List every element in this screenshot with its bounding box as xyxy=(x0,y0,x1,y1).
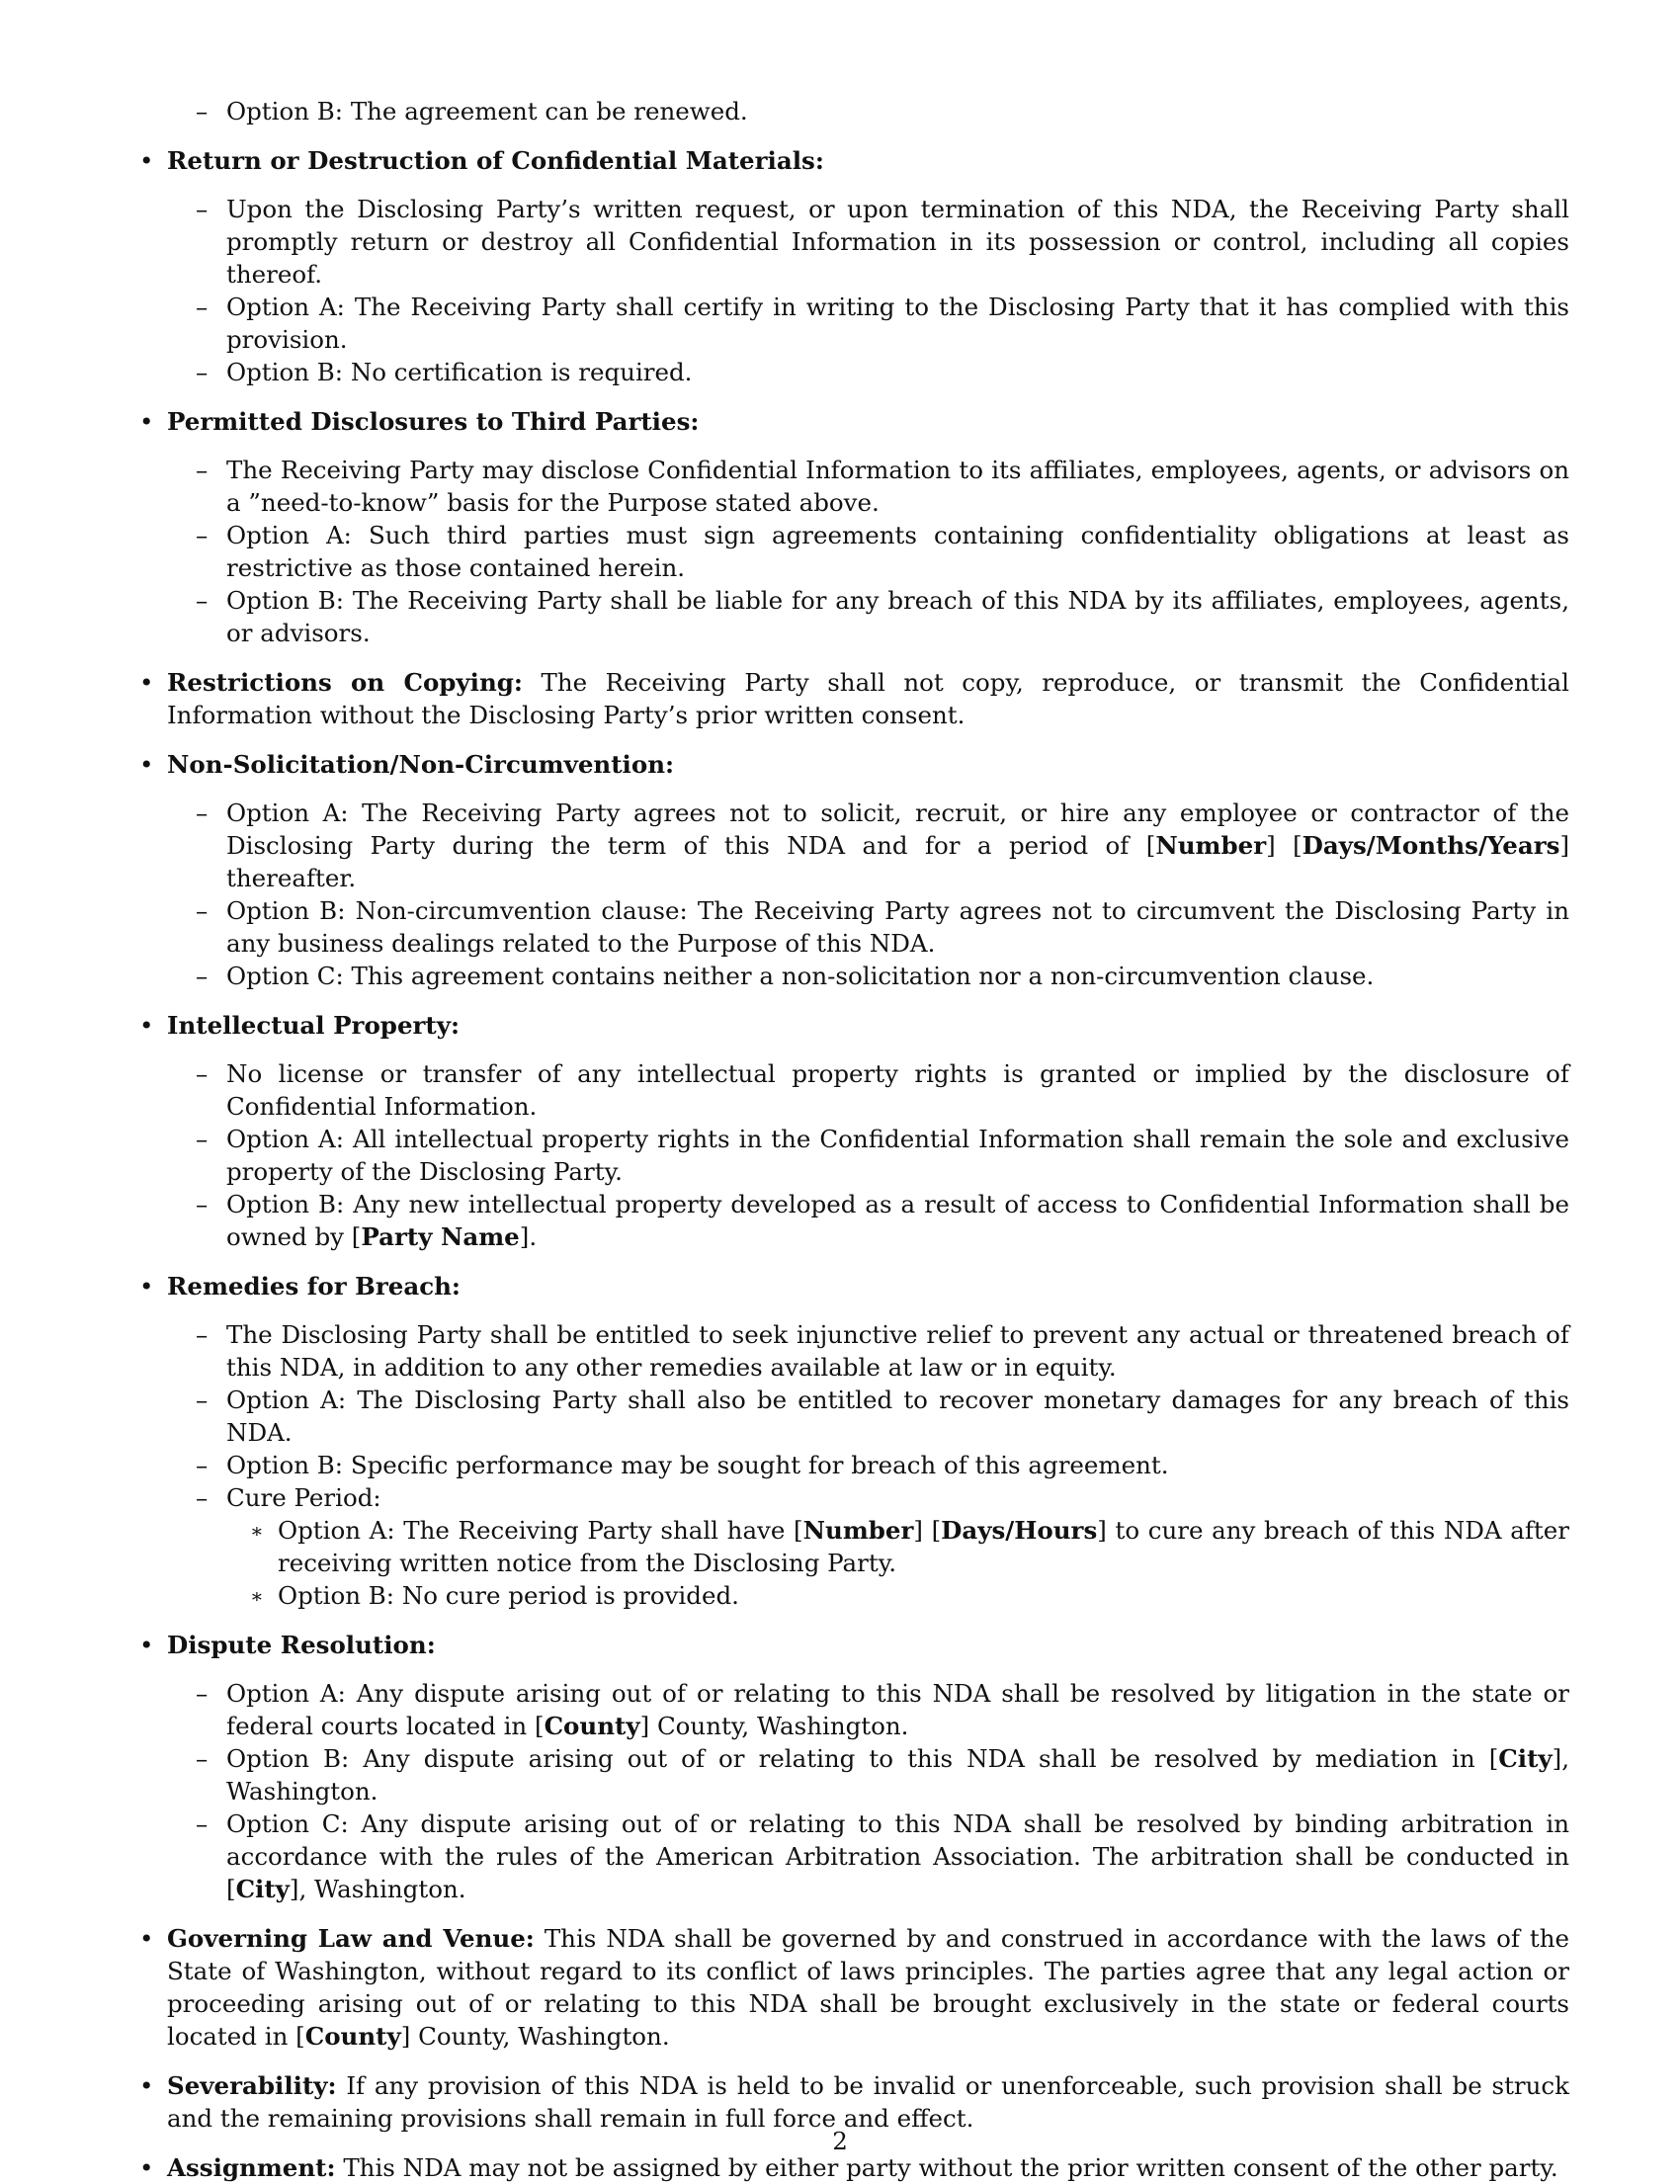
dash-marker: – xyxy=(196,1320,209,1349)
sub-list xyxy=(167,1677,1569,1905)
star-marker: ∗ xyxy=(250,1519,264,1543)
dash-marker: – xyxy=(196,293,209,321)
bullet-marker: • xyxy=(139,146,154,175)
list-item: – Upon the Disclosing Party’s written request, or upon termination of this NDA, the Receiving Party shall promptly return or destroy all Confidential Information in its possession or control, including all copies thereof. xyxy=(196,195,1569,289)
section-text: If any provision of this NDA is held to be invalid or unenforceable, such provision shall be struck and the remaining provisions shall remain in full force and effect. xyxy=(167,2071,1569,2133)
list-item: – Option A: Such third parties must sign agreements containing confidentiality obligations at least as restrictive as those contained herein. xyxy=(196,521,1569,582)
dash-marker: – xyxy=(196,962,209,990)
section-severability xyxy=(139,2069,1569,2135)
dash-marker: – xyxy=(196,1679,209,1708)
section-title: Permitted Disclosures to Third Parties: xyxy=(167,407,700,436)
dash-marker: – xyxy=(196,1125,209,1153)
bullet-marker: • xyxy=(139,2153,154,2182)
bullet-marker: • xyxy=(139,1011,154,1040)
dash-marker: – xyxy=(196,1190,209,1218)
bullet-marker: • xyxy=(139,1924,154,1953)
placeholder-county: County xyxy=(304,2022,401,2051)
placeholder-number: Number xyxy=(802,1516,914,1545)
list-item: – Option B: Specific performance may be sought for breach of this agreement. xyxy=(196,1451,1169,1479)
placeholder-party-name: Party Name xyxy=(361,1222,520,1251)
list-item: – No license or transfer of any intellectual property rights is granted or implied by the disclosure of Confidential Information. xyxy=(196,1059,1569,1121)
placeholder-period: Days/Months/Years xyxy=(1302,831,1560,860)
section-remedies xyxy=(139,1270,1569,1612)
section-non-solicitation xyxy=(139,748,1569,992)
list-item: – Option C: Any dispute arising out of or relating to this NDA shall be resolved by binding arbitration in accordance with the rules of the American Arbitration Association. The arbitration shall be conducted in [City], Washington. xyxy=(196,1809,1569,1903)
bullet-marker: • xyxy=(139,750,154,779)
section-title: Return or Destruction of Confidential Materials: xyxy=(167,146,824,175)
dash-marker: – xyxy=(196,798,209,827)
list-item: – Option A: The Receiving Party agrees not to solicit, recruit, or hire any employee or contractor of the Disclosing Party during the term of this NDA and for a period of [Number] [Days/Months/Years] thereafter. xyxy=(196,798,1569,892)
list-item: – Option C: This agreement contains neither a non-solicitation nor a non-circumvention clause. xyxy=(196,962,1375,990)
nested-list xyxy=(226,1514,1569,1612)
dash-marker: – xyxy=(196,1451,209,1479)
dash-marker: – xyxy=(196,521,209,549)
bullet-marker: • xyxy=(139,1631,154,1659)
dash-marker: – xyxy=(196,586,209,615)
section-text: The Receiving Party shall not copy, reproduce, or transmit the Confidential Information without the Disclosing Party’s prior written consent. xyxy=(167,668,1569,729)
sub-list xyxy=(167,454,1569,649)
list-item: – Option B: Any new intellectual property developed as a result of access to Confidential Information shall be owned by [Party Name]. xyxy=(196,1190,1569,1251)
page-number: 2 xyxy=(832,2127,848,2155)
dash-marker: – xyxy=(196,1059,209,1088)
document-page xyxy=(139,95,1569,2184)
sub-list xyxy=(167,797,1569,992)
list-item: – The Receiving Party may disclose Confidential Information to its affiliates, employees, agents, or advisors on a ”need-to-know” basis for the Purpose stated above. xyxy=(196,456,1569,517)
bullet-marker: • xyxy=(139,668,154,697)
nested-list-item: ∗ Option A: The Receiving Party shall have [Number] [Days/Hours] to cure any breach of this NDA after receiving written notice from the Disclosing Party. xyxy=(250,1516,1569,1577)
sub-list xyxy=(167,193,1569,388)
list-item: – Option B: No certification is required. xyxy=(196,358,693,386)
placeholder-city: City xyxy=(1498,1744,1553,1773)
sub-list xyxy=(167,95,1569,127)
section-title: Restrictions on Copying: xyxy=(167,668,523,697)
section-governing-law: • Governing Law and Venue: This NDA shall be governed by and construed in accordance with the laws of the State of Washington, without regard to its conflict of laws principles. The parties agree that any legal action or proceeding arising out of or relating to this NDA shall be brought exclusively in the state or federal courts located in [County] County, Washington. xyxy=(139,1924,1569,2051)
section-text: This NDA may not be assigned by either party without the prior written consent of the other party. xyxy=(343,2153,1558,2182)
list-item: – Option A: The Disclosing Party shall also be entitled to recover monetary damages for any breach of this NDA. xyxy=(196,1386,1569,1447)
list-item: – Cure Period: ∗ Option A: The Receiving Party shall have [Number] [Days/Hours] to cure any breach of this NDA after receiving written notice from the Disclosing Party. ∗ Option B: No cure period is provided. xyxy=(226,1481,1569,1612)
dash-marker: – xyxy=(196,456,209,484)
nested-list-item: ∗ Option B: No cure period is provided. xyxy=(278,1579,1569,1612)
list-item: – Option A: The Receiving Party shall certify in writing to the Disclosing Party that it has complied with this provision. xyxy=(196,293,1569,354)
section-title: Governing Law and Venue: xyxy=(167,1924,535,1953)
section-assignment xyxy=(139,2151,1569,2184)
section-permitted-disclosures xyxy=(139,405,1569,649)
section-title: Severability: xyxy=(167,2071,337,2100)
dash-marker: – xyxy=(196,97,209,126)
section-title: Non-Solicitation/Non-Circumvention: xyxy=(167,750,675,779)
list-item: – The Disclosing Party shall be entitled to seek injunctive relief to prevent any actual or threatened breach of this NDA, in addition to any other remedies available at law or in equity. xyxy=(196,1320,1569,1382)
list-item: – Option B: The agreement can be renewed. xyxy=(196,97,748,126)
bullet-marker: • xyxy=(139,407,154,436)
sub-list xyxy=(167,1057,1569,1253)
dash-marker: – xyxy=(196,1809,209,1838)
bullet-marker: • xyxy=(139,1272,154,1301)
placeholder-period: Days/Hours xyxy=(941,1516,1098,1545)
list-item: – Option B: The Receiving Party shall be liable for any breach of this NDA by its affiliates, employees, agents, or advisors. xyxy=(196,586,1569,647)
placeholder-county: County xyxy=(544,1712,640,1740)
bullet-marker: • xyxy=(139,2071,154,2100)
list-item: – Option B: Non-circumvention clause: The Receiving Party agrees not to circumvent the Disclosing Party in any business dealings related to the Purpose of this NDA. xyxy=(196,896,1569,958)
sub-list xyxy=(167,1318,1569,1612)
dash-marker: – xyxy=(196,358,209,386)
section-dispute-resolution xyxy=(139,1629,1569,1905)
placeholder-city: City xyxy=(235,1875,290,1903)
section-title: Assignment: xyxy=(167,2153,336,2182)
section-title: Dispute Resolution: xyxy=(167,1631,436,1659)
dash-marker: – xyxy=(196,1744,209,1773)
list-item: – Option A: All intellectual property rights in the Confidential Information shall remain the sole and exclusive property of the Disclosing Party. xyxy=(196,1125,1569,1186)
section-return-destruction xyxy=(139,144,1569,388)
list-item: – Option B: Any dispute arising out of or relating to this NDA shall be resolved by mediation in [City], Washington. xyxy=(196,1744,1569,1806)
list-item: – Option A: Any dispute arising out of or relating to this NDA shall be resolved by litigation in the state or federal courts located in [County] County, Washington. xyxy=(196,1679,1569,1740)
section-title: Remedies for Breach: xyxy=(167,1272,461,1301)
section-intellectual-property xyxy=(139,1009,1569,1253)
section-term-continuation xyxy=(167,95,1569,127)
dash-marker: – xyxy=(196,896,209,925)
dash-marker: – xyxy=(196,1483,209,1512)
section-restrictions-copying xyxy=(139,666,1569,731)
star-marker: ∗ xyxy=(250,1584,264,1608)
dash-marker: – xyxy=(196,195,209,223)
dash-marker: – xyxy=(196,1386,209,1414)
section-title: Intellectual Property: xyxy=(167,1011,461,1040)
placeholder-number: Number xyxy=(1155,831,1267,860)
